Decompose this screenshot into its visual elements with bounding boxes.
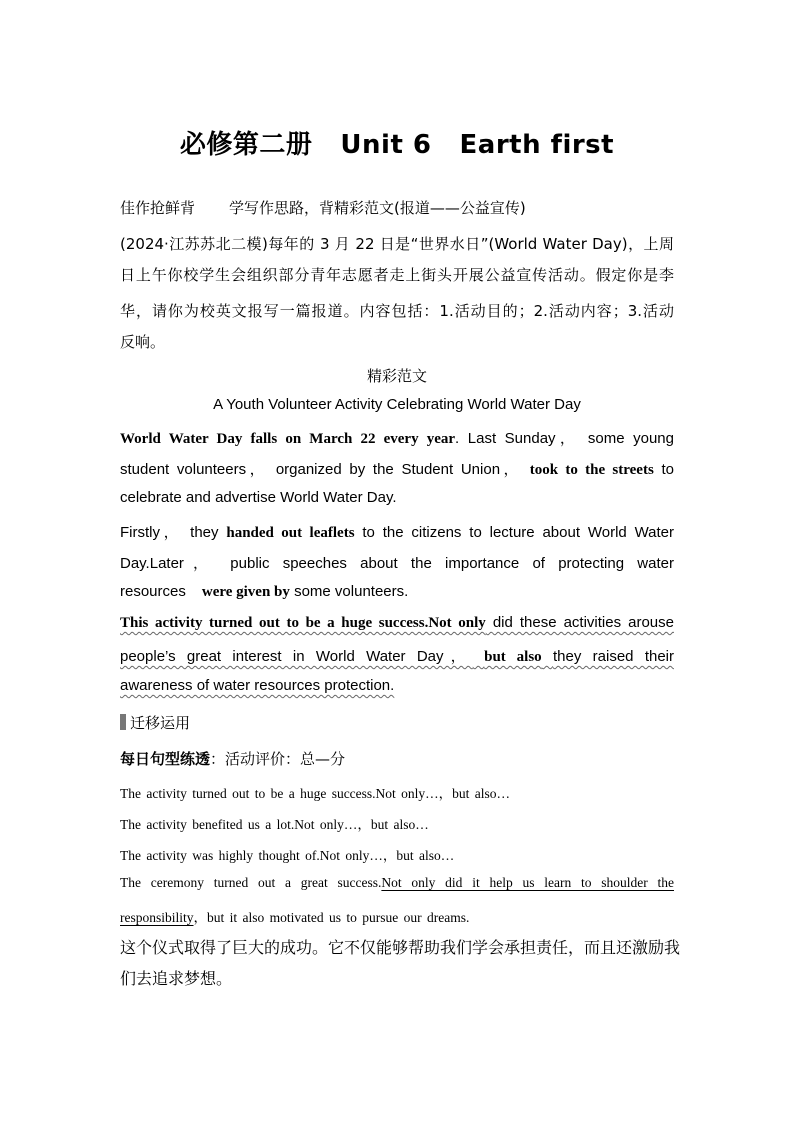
bold-phrase: World Water Day falls on March 22 every year [120,431,456,447]
pattern-sentence-4-line-1 [120,875,674,891]
transfer-heading-text: 迁移运用 [130,714,191,732]
essay-p1-line-3: celebrate and advertise World Water Day. [120,489,397,506]
essay-text: . Last Sunday， some young [455,430,674,447]
page-title [0,124,794,161]
essay-text: awareness of water resources protection. [120,677,395,694]
underlined-text: responsibility [120,910,194,925]
pattern-sentence-3: The activity was highly thought of.Not only…，but also… [120,848,455,863]
essay-text: to [661,461,674,478]
essay-text: they raised their [553,648,674,665]
essay-heading: 精彩范文 [366,367,427,385]
essay-text: did these activities arouse [492,614,674,631]
bold-phrase: handed out leaflets [226,525,355,541]
essay-p1-line-2 [120,458,674,479]
transfer-heading [120,712,674,733]
daily-pattern-line [120,748,674,769]
sentence-text: The ceremony turned out a great success. [120,875,382,890]
essay-p2-line-1 [120,521,674,542]
task-line-4: 反响。 [120,333,166,351]
bold-phrase: This activity turned out to be a huge success.Not only [120,615,486,631]
section-marker-icon [120,714,126,730]
intro-label: 佳作抢鲜背 [120,199,196,217]
essay-text: Firstly， they [120,524,219,541]
essay-p2-line-2: Day.Later， public speeches about the importance of protecting water [120,555,674,572]
title-topic: Earth first [459,130,615,160]
underlined-text: Not only did it help us learn to shoulder the [381,875,674,890]
daily-pattern-text: ：活动评价：总—分 [210,750,346,768]
translation-line-2: 们去追求梦想。 [120,969,233,988]
task-line-3: 华，请你为校英文报写一篇报道。内容包括：1.活动目的；2.活动内容；3.活动 [120,302,674,320]
intro-desc: 学写作思路，背精彩范文(报道——公益宣传) [229,199,526,217]
bold-phrase: took to the streets [529,462,654,478]
intro-line [120,197,674,218]
pattern-sentence-1: The activity turned out to be a huge success.Not only…，but also… [120,786,511,801]
essay-title: A Youth Volunteer Activity Celebrating World Water Day [213,396,581,413]
bold-phrase: but also [484,649,542,665]
title-unit: Unit 6 [340,130,432,160]
essay-p3-line-2 [120,645,674,666]
title-cn: 必修第二册 [179,130,313,160]
pattern-sentence-4-line-2 [120,906,674,926]
essay-p3-line-1 [120,614,674,632]
essay-p1-line-1 [120,427,674,448]
essay-text: resources [120,583,186,600]
daily-pattern-label: 每日句型练透 [120,750,211,768]
pattern-sentence-2: The activity benefited us a lot.Not only…，but also… [120,817,429,832]
essay-text: student volunteers， organized by the Student Union， [120,461,523,478]
essay-text: some volunteers. [294,583,409,600]
essay-p2-line-3 [120,583,674,601]
task-line-2: 日上午你校学生会组织部分青年志愿者走上街头开展公益宣传活动。假定你是李 [120,266,674,284]
sentence-text: ，but it also motivated us to pursue our dreams. [193,910,470,925]
bold-phrase: were given by [201,584,290,600]
essay-text: people’s great interest in World Water Day， [120,648,473,665]
essay-p3-line-3 [120,677,674,694]
essay-text: to the citizens to lecture about World Water [362,524,675,541]
task-line-1: (2024·江苏苏北二模)每年的 3 月 22 日是“世界水日”(World Water Day)，上周 [120,235,674,253]
translation-line-1: 这个仪式取得了巨大的成功。它不仅能够帮助我们学会承担责任，而且还激励我 [120,938,681,957]
